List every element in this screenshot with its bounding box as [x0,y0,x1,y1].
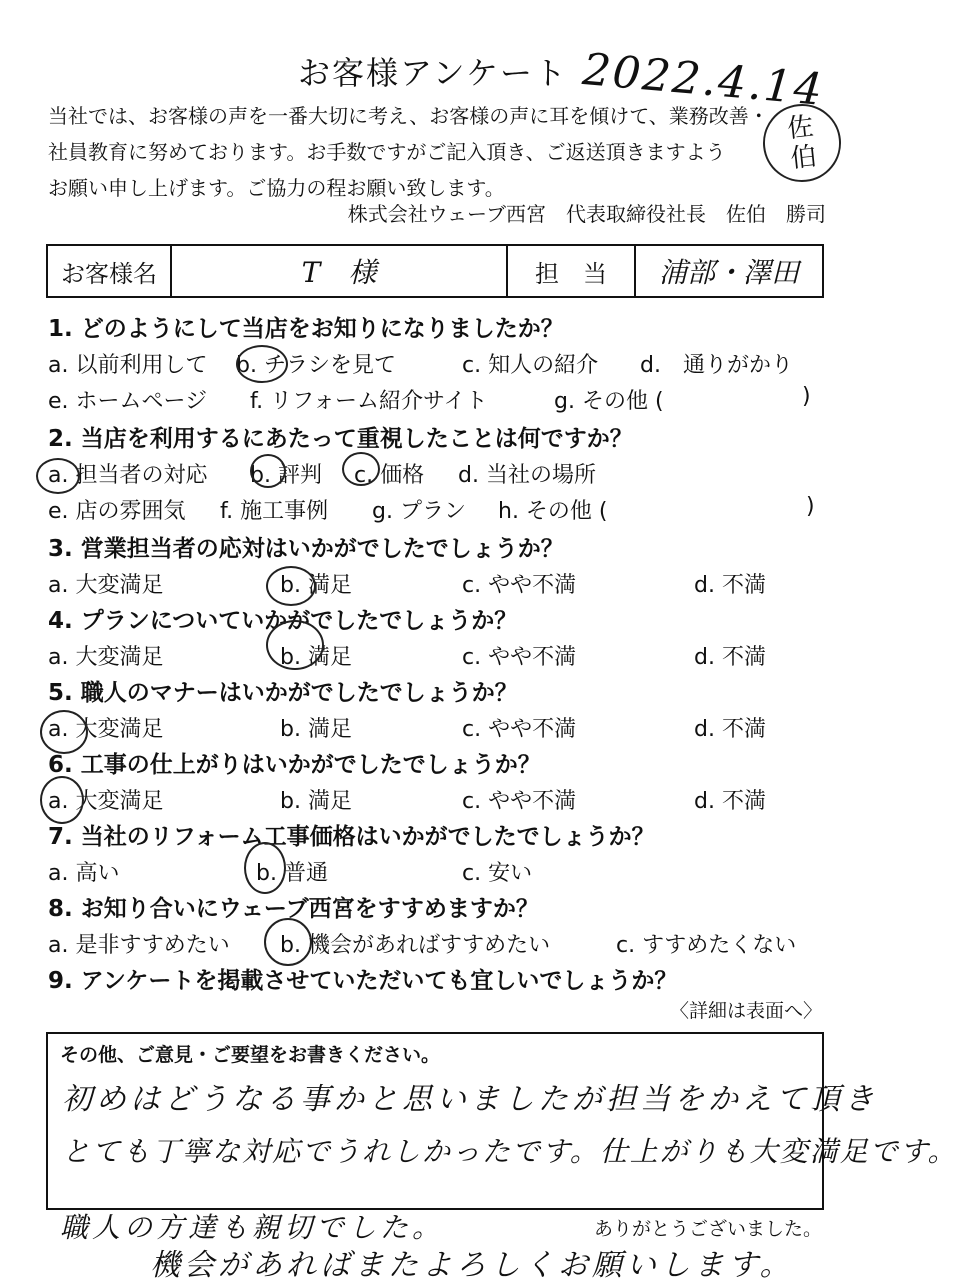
answer-option[interactable]: b. チラシを見て [236,353,396,378]
company-signature: 株式会社ウェーブ西宮 代表取締役社長 佐伯 勝司 [347,202,826,226]
answer-option[interactable]: c. やや不満 [462,789,577,814]
thanks-text: ありがとうございました。 [593,1218,822,1240]
question-text: 9. アンケートを掲載させていただいても宜しいでしょうか？ [48,968,678,994]
answer-option[interactable]: a. 以前利用して [48,353,208,378]
customer-name-label: お客様名 [48,246,172,296]
intro-text [48,98,769,206]
answer-option[interactable]: d. 当社の場所 [458,463,596,488]
question-text: 1. どのようにして当店をお知りになりましたか？ [48,316,564,342]
answer-option[interactable]: c. 安い [462,861,533,886]
answer-option[interactable]: c. 知人の紹介 [462,353,599,378]
answer-option[interactable]: b. 評判 [250,463,322,488]
seal-char: 佐 [785,111,815,145]
answer-option[interactable]: e. ホームページ [48,389,208,414]
answer-option[interactable]: b. 満足 [280,717,352,742]
question-text: 8. お知り合いにウェーブ西宮をすすめますか？ [48,896,539,922]
answer-option[interactable]: c. やや不満 [462,717,577,742]
intro-line: 社員教育に努めております。お手数ですがご記入頂き、ご返送頂きますよう [48,140,726,164]
question-text: 5. 職人のマナーはいかがでしたでしょうか？ [48,680,518,706]
intro-line: お願い申し上げます。ご協力の程お願い致します。 [48,176,505,200]
footer-handwriting: 職人の方達も親切でした。 [60,1211,445,1244]
answer-option[interactable]: b. 機会があればすすめたい [280,933,551,958]
answer-option[interactable]: b. 満足 [280,789,352,814]
answer-option[interactable]: a. 担当者の対応 [48,463,208,488]
question-text: 6. 工事の仕上がりはいかがでしたでしょうか？ [48,752,541,778]
answer-option[interactable]: g. その他 ( [554,389,664,414]
answer-option[interactable]: h. その他 ( [498,499,608,524]
customer-name-value[interactable]: T 様 [172,246,508,296]
answer-option[interactable]: a. 高い [48,861,120,886]
answer-option[interactable]: ) [802,384,811,409]
question-text: 7. 当社のリフォーム工事価格はいかがでしたでしょうか？ [48,824,655,850]
answer-option[interactable]: ) [806,494,815,519]
detail-note: 〈詳細は表面へ〉 [669,1000,822,1022]
answer-option[interactable]: b. 満足 [280,573,352,598]
answer-option[interactable]: b. 満足 [280,645,352,670]
answer-option[interactable]: e. 店の雰囲気 [48,499,186,524]
survey-title: お客様アンケート [297,54,569,92]
handwritten-date: 2022.4.14 [580,44,827,116]
answer-option[interactable]: d. 通りがかり [640,353,793,378]
answer-option[interactable]: c. やや不満 [462,645,577,670]
answer-option[interactable]: d. 不満 [694,789,766,814]
answer-option[interactable]: f. 施工事例 [220,499,329,524]
staff-label: 担 当 [508,246,636,296]
answer-option[interactable]: a. 大変満足 [48,645,164,670]
intro-line: 当社では、お客様の声を一番大切に考え、お客様の声に耳を傾けて、業務改善・ [48,104,769,128]
answer-option[interactable]: a. 是非すすめたい [48,933,230,958]
question-text: 3. 営業担当者の応対はいかがでしたでしょうか？ [48,536,564,562]
comment-label: その他、ご意見・ご要望をお書きください。 [60,1044,441,1066]
answer-option[interactable]: f. リフォーム紹介サイト [250,389,488,414]
answer-option[interactable]: d. 不満 [694,573,766,598]
answer-option[interactable]: g. プラン [372,499,466,524]
staff-value[interactable]: 浦部・澤田 [658,256,799,289]
question-text: 2. 当店を利用するにあたって重視したことは何ですか？ [48,426,633,452]
answer-option[interactable]: d. 不満 [694,645,766,670]
answer-option[interactable]: a. 大変満足 [48,789,164,814]
answer-option[interactable]: a. 大変満足 [48,573,164,598]
answer-option[interactable]: c. すすめたくない [616,933,797,958]
answer-option[interactable]: b. 普通 [256,861,328,886]
footer-handwriting: 機会があればまたよろしくお願いします。 [150,1248,794,1283]
name-seal [759,100,845,186]
customer-info-box [46,244,824,298]
answer-option[interactable]: d. 不満 [694,717,766,742]
answer-option[interactable]: c. 価格 [354,463,425,488]
comment-line: とても丁寧な対応でうれしかったです。仕上がりも大変満足です。 [62,1135,958,1168]
answer-option[interactable]: a. 大変満足 [48,717,164,742]
answer-option[interactable]: c. やや不満 [462,573,577,598]
seal-char: 伯 [789,141,819,175]
comment-line: 初めはどうなる事かと思いましたが担当をかえて頂き [62,1082,878,1117]
question-text: 4. プランについていかがでしたでしょうか？ [48,608,518,634]
